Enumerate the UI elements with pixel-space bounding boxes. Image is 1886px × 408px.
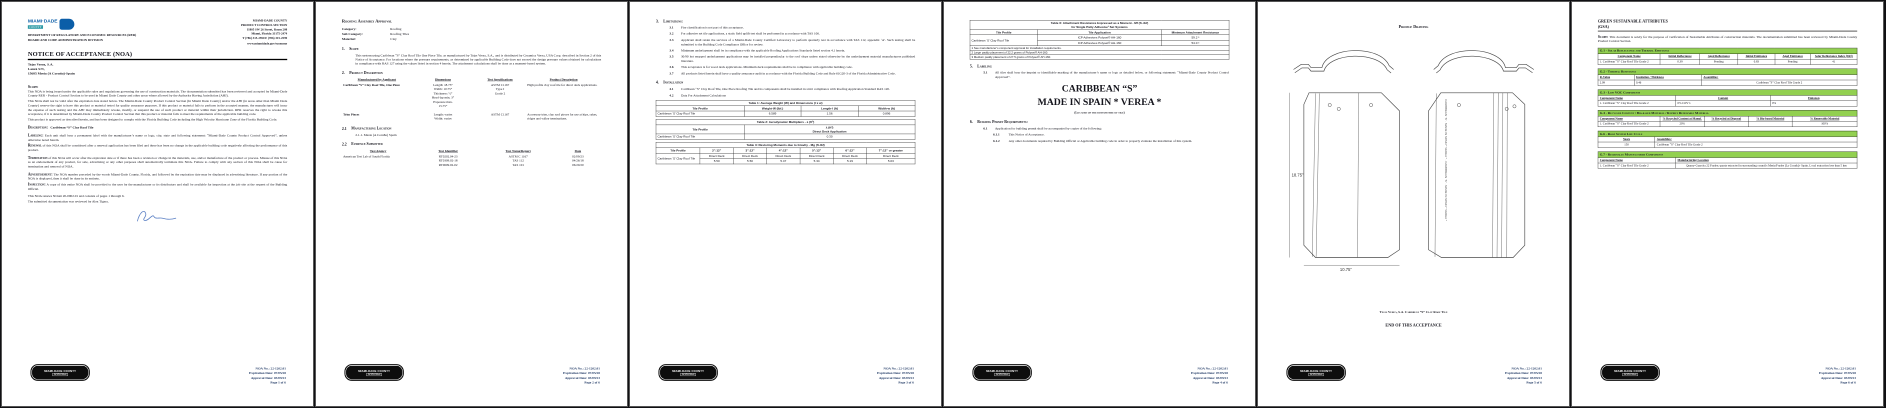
scope-system-paragraph: This system using Caribbean “S” Clay Roof Tile One Piece Tile, as manufactured by Tejas Verea, S.A., and is distributed by Ceramica Verea, USA Corp. described in Section 2 of this Notice of Acceptance. For locations where the pressure requirements, as determined by applicable Building Code does not exceed the design pressure values obtained by calculations in compliance with RAS 127 using the values listed in section 4 herein. The attachment calculations shall be done as a moment-based system. (355, 53, 602, 66)
list-item: 3.1 Fire classification is not part of this acceptance. (669, 25, 744, 30)
miami-dade-logo-icon (28, 19, 136, 30)
scope-paragraph-1: This NOA is being issued under the applicable rules and regulations governing the use of construction materials. The documentation submitted has been reviewed and accepted by Miami-Dade County RER - Product Control Section to be used in Miami Dade County and other areas where allowed by the Authority Having Jurisdiction (AHJ). (27, 89, 288, 98)
manufacturing-location-line: 2.1.1. Mesia (A Coruña) Spain (355, 133, 397, 138)
table-footnote: 1 See manufacturer’s component approval for installation requirements. (970, 46, 1229, 51)
end-of-acceptance: END OF THIS ACCEPTANCE (1385, 322, 1442, 328)
footer-noa-number: NOA No.: 22-1202.01 (255, 366, 286, 371)
section-6-building-permit: 6. Building Permit Requirements: (969, 119, 1028, 125)
svg-text:18.75”: 18.75” (1291, 172, 1304, 178)
divider (1598, 31, 1857, 32)
table-6-attachment-resistance: Table 6: Attachment Resistance Expressed as a Moment - Mf (ft.-lbf) for Single Patty Adhesive¹ Set Systems Tile Profile Tile Application Minimum Attachment Resistance Caribbean ‘S’ Clay Roof Tile ICP Adhesives Polyset® AH-160 59.2 ² ICP Adhesives Polyset® AH-160 54.0 ³ 1 See manufacturer’s component approval for installation requirements. 2 Large paddy placement of 22.2 grams of Polyset® AH-160. 3 Medium paddy placement of 27.5 grams of Polyset® AH-160. (970, 20, 1229, 59)
table-row: Caribbean ‘S’ Clay Roof Tile 0.30 (656, 134, 915, 139)
table-row: ICP Adhesives Polyset® AH-160 54.0 ³ (970, 40, 1229, 45)
applicant-block: Tejas Verea, S.A. Lanzá S/N, 15685 Mesia (A Coruña)-Spain (27, 62, 75, 76)
section-2-1-manufacturing: 2.1 Manufacturing Location (341, 126, 392, 131)
page-title: NOTICE OF ACCEPTANCE (NOA) (28, 50, 287, 60)
gsa-table-g1: G.1 - Solar Reflectance and Thermal Emittance Component Name Initial Reflectance Aged Reflectance Initial Emittance Aged Emittance Solar Reflectance Index (SRI) 1. Caribbean “S” Clay Roof Tile Grade 2 0.39 Pending 0.83 Pending 41 (1598, 48, 1857, 65)
table-row: Caribbean ‘S’ Clay Roof Tile Direct Deck Direct Deck Direct Deck Direct Deck Direct Deck Direct Deck (656, 153, 915, 158)
gsa-table-g7: G.7 - Regionally Manufactured Components Component Name Manufacturing Location 1. Caribbean “S” Clay Roof Tile Grade 2 Quarry-Cuarcita 22 Frades; quartz extracted in surrounding councils Mesia/Frades (La Coruña)- Spain. Local extraction less than 5 km (1598, 152, 1857, 169)
material-row: Material: Clay (341, 37, 397, 42)
scope-paragraph-3: This product is approved as described herein, and has been designed to comply with the Florida Building Code including the High Velocity Hurricane Zone of the Florida Building Code. (27, 118, 278, 122)
subcategory-row: Sub Category: Roofing Tiles (341, 32, 410, 36)
scope-heading: Scope: (27, 84, 39, 90)
list-item: 6.1 Application for building permit shall be accompanied by copies of the following: (983, 126, 1102, 131)
page-6 (1572, 2, 1883, 406)
table-row: 5.50 5.50 5.47 5.34 5.19 5.03 (656, 159, 915, 164)
approved-stamp: MIAMI-DADE COUNTY APPROVED (1600, 364, 1659, 381)
page-footer: NOA No.: 22-1202.01 Expiration Date: 07/05/28 Approval Date: 03/09/23 Page 4 of 6 (1190, 366, 1228, 385)
gsa-table-g2: G.2 - Thermal Resistance R-Value Insulation / Thickness Assemblies: 2.09 0.46 Caribbean “S” Clay Roof Tile Grade 2 (1598, 69, 1857, 86)
tile-cross-section-left (1293, 51, 1393, 73)
roofing-assembly-heading: Roofing Assembly Approval (341, 18, 393, 24)
section-1-scope: 1. Scope (341, 46, 359, 51)
gsa-scope-paragraph: Scope: This document is solely for the purpose of verification of Sustainable Attributes of construction materials. The documentation submitted has been reviewed by Miami-Dade County Product Control Section. (1597, 34, 1858, 44)
list-item: 3.2 For adhesive set tile applications, a static field uplift test shall be performed in accordance with TAS 106. (669, 32, 820, 36)
approved-stamp: MIAMI-DADE COUNTY APPROVED (658, 364, 717, 381)
table-row: 1. Caribbean “S” Clay Roof Tile Grade 2 20% 100% (1598, 121, 1857, 126)
approved-stamp: MIAMI-DADE COUNTY APPROVED (972, 364, 1031, 381)
table-1-average-weight: Table 1: Average Weight (W) and Dimensions (l x w) Tile Profile Weight-W (lbf.) Length-l (ft) Width-w (ft) Caribbean ‘S’ Clay Roof Tile 6.589 1.56 0.896 (656, 100, 915, 117)
table-row: 1. Caribbean “S” Clay Roof Tile Grade 2 0% COV’s 0% (1598, 101, 1857, 106)
tile-profile-drawing (1284, 31, 1542, 309)
tile-marking-line-1: CARIBBEAN “S” (1061, 83, 1138, 94)
product-name: Caribbean “S” Clay Roof Tile (50, 125, 94, 130)
embossed-tile-text: CARIBBEAN “S” · MADE IN SPAIN * VEREA * · CARIBBEAN “S” · MADE IN SPAIN * VEREA * (1443, 99, 1448, 221)
inspection-paragraph: Inspection: A copy of this entire NOA shall be provided to the user by the manufacturer or its distributors and shall be available for inspection at the job site at the request of the Building Official. (27, 182, 288, 191)
table-2-aerodynamic-multipliers: Table 2: Aerodynamic Multipliers - λ (ft³) Tile Profile λ (ft³) Direct Deck Application Caribbean ‘S’ Clay Roof Tile 0.30 (656, 119, 915, 139)
table-row: Trim Pieces Length: varies Width: varies ASTM C1167 Accessory trim, clay roof pieces for use at hips, rakes, ridges and valley terminations. (343, 112, 598, 121)
page-4 (944, 2, 1255, 406)
product-control-address: MIAMI-DADE COUNTY PRODUCT CONTROL SECTION 11805 SW 26 Street, Room 208 Miami, Florida 33175-2474 T (786) 315-2590 F (786) 315-2599 www.miamidade.gov/economy (240, 19, 288, 46)
approved-stamp: MIAMI-DADE COUNTY APPROVED (1286, 364, 1345, 381)
gsa-table-g4: G.4 - Recycled Content / Bio-based Material / Rapidly Renewable Material. Component Name % Recycled Content at Manuf. % Recycled at Disposal % Bio-based Material % Renewable Material 1. Caribbean “S” Clay Roof Tile Grade 2 20% 100% (1598, 110, 1857, 127)
renewal-paragraph: Renewal of this NOA shall be considered after a renewal application has been filed and there has been no change in the applicable building code negatively affecting the performance of this product. (27, 143, 288, 153)
svg-text:10.75”: 10.75” (1339, 267, 1352, 273)
page-1 (2, 2, 313, 406)
page-footer (249, 367, 286, 386)
drawing-caption: Tejas Verea, S.A. Caribbean “S” Clay Roof Tile (1379, 310, 1448, 315)
footer-approval: Approval Date: 03/09/23 (250, 376, 286, 380)
section-4-installation: 4. Installation (655, 80, 684, 85)
page-3 (630, 2, 941, 406)
limitations-list (669, 26, 915, 76)
page-footer: NOA No.: 22-1202.01 Expiration Date: 07/05/28 Approval Date: 03/09/23 Page 5 of 6 (1504, 366, 1542, 385)
footer-expiration: Expiration Date: 07/05/28 (248, 371, 286, 376)
department-line-2: BOARD AND CODE ADMINISTRATION DIVISION (27, 38, 103, 42)
table-row: 1. Caribbean “S” Clay Roof Tile Grade 2 0.39 Pending 0.83 Pending 41 (1598, 59, 1857, 64)
category-row: Category: Roofing (341, 27, 402, 31)
tile-plan-view-right (1428, 93, 1524, 258)
list-item: 6.1.2 Any other documents required by Building Official or Applicable building code in order to properly evaluate the installation of this system. (993, 139, 1193, 143)
tile-cross-section-right (1434, 51, 1534, 73)
logo-shape-icon (59, 19, 74, 30)
list-item: 3.7 All products listed herein shall have a quality assurance audit in accordance with the Florida Building Code and Rule 61G20-3 of the Florida Administrative Code. (669, 71, 896, 76)
section-2-2-evidence: 2.2 Evidence Submitted (341, 142, 383, 147)
section-3-limitations: 3. Limitations: (655, 18, 683, 24)
page-footer: NOA No.: 22-1202.01 Expiration Date: 07/05/28 Approval Date: 03/09/23 Page 2 of 6 (562, 366, 600, 385)
list-item: 4.1 Caribbean “S” Clay Roof Tile, One Piece Roofing Tile and its components shall be installed in strict compliance with Roofing Application Standard RAS 120. (669, 87, 890, 91)
gsa-table-g3: G.3 - Low VOC Components Component Name Content Emission 1. Caribbean “S” Clay Roof Tile Grade 2 0% COV’s 0% (1598, 89, 1857, 106)
website-link: www.miamidade.gov/economy (247, 41, 288, 46)
table-row: Caribbean ‘S’ Clay Roof Tile ICP Adhesives Polyset® AH-160 59.2 ² (970, 35, 1229, 40)
gsa-table-g6: G.6 - Roof System Life Cycle Years Assemblies: 150 Caribbean “S” Clay Roof Tile Grade 2 (1598, 131, 1857, 148)
list-item: 4.2 Data For Attachment Calculations (669, 93, 726, 98)
list-item: 5.1 All tiles shall bear the imprint or identifiable marking of the manufacturer’s name or logo as detailed below, or following statement: “Miami-Dade County Product Control Approved”. (983, 71, 1230, 79)
profile-drawing-title: Profile Drawing (1398, 24, 1429, 30)
page-footer: NOA No.: 22-1202.01 Expiration Date: 07/05/28 Approval Date: 03/09/23 Page 3 of 6 (876, 366, 914, 385)
section-2-product-description: 2. Product Description (341, 70, 383, 76)
approved-stamp: MIAMI-DADE COUNTY APPROVED (344, 364, 403, 381)
table-row: Caribbean ‘S’ Clay Roof Tile 6.589 1.56 0.896 (656, 111, 915, 116)
table-row: 150 Caribbean “S” Clay Roof Tile Grade 2 (1598, 142, 1857, 147)
table-row: 2.09 0.46 Caribbean “S” Clay Roof Tile Grade 2 (1598, 80, 1857, 85)
advertisement-paragraph: Advertisement: The NOA number preceded by the words Miami-Dade County, Florida, and followed by the expiration date may be displayed in advertising literature. If any portion of the NOA is displayed, then it shall be done in its entirety. (27, 172, 288, 181)
approved-stamp: MIAMI-DADE COUNTY APPROVED (30, 364, 89, 381)
scope-paragraph-2: This NOA shall not be valid after the expiration date stated below. The Miami-Dade County Product Control Section (In Miami Dade County) and/or the AHJ (in areas other than Miami Dade County) reserve the right to have this product or material tested for quality assurance purposes. If this product or material fails to perform in the accepted manner, the manufacturer will incur the expense of such testing and the AHJ may immediately revoke, modify, or suspend the use of such product or material within their jurisdiction. RER reserves the right to revoke this acceptance, if it is determined by Miami-Dade County Product Control Section that this product or material fails to meet the requirements of the applicable building code. (27, 99, 288, 117)
tile-marking-line-2: MADE IN SPAIN * VEREA * (1037, 96, 1162, 108)
description-line: Description: Caribbean “S” Clay Roof Tile (27, 125, 94, 130)
department-line-1: DEPARTMENT OF REGULATORY AND ECONOMIC RESOURCES (RER) (27, 33, 137, 37)
table-footnote: 2 Large paddy placement of 22.2 grams of Polyset® AH-160. (970, 50, 1229, 55)
footer-page-number: Page 1 of 6 (270, 381, 286, 385)
list-item: 6.1.1 This Notice of Acceptance. (993, 132, 1045, 137)
section-5-labeling: 5. Labeling (969, 63, 992, 69)
table-row: American Test Lab of South Florida RT0202.04-23 RT0309.02-18 RT0609.02-02 ASTM C 1167 TAS 112 TAS 101 02/09/23 04/26/18 06/20/20 (343, 154, 584, 167)
list-item: 3.4 Minimum underlayment shall be in compliance with the applicable Roofing Applications Standards listed section 4.1 herein. (669, 48, 846, 53)
tile-plan-view-left (1289, 93, 1399, 272)
list-item: 3.5 30/90 hot mopped underlayment applications may be installed perpendicular to the roof slope unless stated otherwise by the underlayment material manufacturers published literature. (669, 55, 916, 63)
marking-location-note: (Located on the bottom side of tile) (1074, 111, 1125, 115)
gsa-heading: GREEN SUSTAINABLE ATTRIBUTES (GSA) (1597, 19, 1668, 29)
page1-header (28, 19, 287, 46)
signature-icon (133, 208, 181, 225)
table-footnote: 3 Medium paddy placement of 27.5 grams of Polyset® AH-160. (970, 55, 1229, 60)
list-item: 3.6 This acceptance is for wood deck applications. Minimum deck requirements shall be in compliance with applicable building code. (669, 65, 853, 70)
logo-county-text: COUNTY (29, 25, 42, 29)
evidence-submitted-table: Test Agency Test Identifier Test Name/Report Date American Test Lab of South Florida RT0202.04-23 RT0309.02-18 RT0609.02-02 ASTM C 1167 TAS 112 TAS 101 02/09/23 04/26/18 06/20/20 (342, 149, 601, 168)
logo-text: MIAMI·DADE (27, 18, 58, 24)
product-description-table: Manufactured by Applicant Dimensions Test Specifications Product Description Caribbean “S” Clay Roof Tile, One Piece Length: 18.75” Width: 10.75” Thickness: ½” Head-lap min. 3” Exposure max. 15.75” ASTM C1167 Type I Grade 2 High profile clay roof tile for direct deck applications. Trim Pieces Length: varies Width: varies ASTM C1167 Accessory trim, clay roof pieces for use at hips, rakes, ridges and valley terminations. (342, 77, 601, 122)
renews-line: This NOA renews NOA# 20-0902.01 and consists of pages 1 through 6. (27, 194, 125, 198)
table-row: Caribbean “S” Clay Roof Tile, One Piece Length: 18.75” Width: 10.75” Thickness: ½” Head-lap min. 3” Exposure max. 15.75” ASTM C1167 Type I Grade 2 High profile clay roof tile for direct deck applications. (343, 83, 598, 109)
labeling-paragraph: Labeling: Each unit shall bear a permanent label with the manufacturer’s name or logo, city, state and following statement: “Miami-Dade County Product Control Approved”, unless otherwise noted herein. (27, 133, 288, 142)
table-3-restoring-moments: Table 3: Restoring Moments due to Gravity - Mg (ft-lbf) Tile Profile 2”:12” 3”:12” 4”:12” 5”:12” 6”:12” 7”:12” or greater Caribbean ‘S’ Clay Roof Tile Direct Deck Direct Deck Direct Deck Direct Deck Direct Deck Direct Deck 5.50 5.50 5.47 5.34 5.19 5.03 (656, 142, 915, 164)
page-2 (316, 2, 627, 406)
termination-paragraph: Termination of this NOA will occur after the expiration date or if there has been a revision or change in the materials, use, and/or manufacture of the product or process. Misuse of this NOA as an endorsement of any product, for sale, advertising or any other purposes shall automatically terminate this NOA. Failure to comply with any section of this NOA shall be cause for termination and removal of NOA. (27, 155, 288, 169)
page-footer: NOA No.: 22-1202.01 Expiration Date: 07/05/28 Approval Date: 03/09/23 Page 6 of 6 (1818, 366, 1856, 385)
table-row: 1. Caribbean “S” Clay Roof Tile Grade 2 Quarry-Cuarcita 22 Frades; quartz extracted in surrounding councils Mesia/Frades (La Coruña)- Spain. Local extraction less than 5 km (1598, 163, 1857, 168)
page-5 (1258, 2, 1569, 406)
list-item: 3.3 Applicant shall retain the services of a Miami-Dade County Certified Laboratory to perform quarterly test in accordance with TAS 112, appendix ‘A’. Such testing shall be submitted to the Building Code Compliance Office for review. (669, 38, 916, 47)
reviewed-line: The submitted documentation was reviewed by Alex Tigera. (27, 199, 109, 204)
